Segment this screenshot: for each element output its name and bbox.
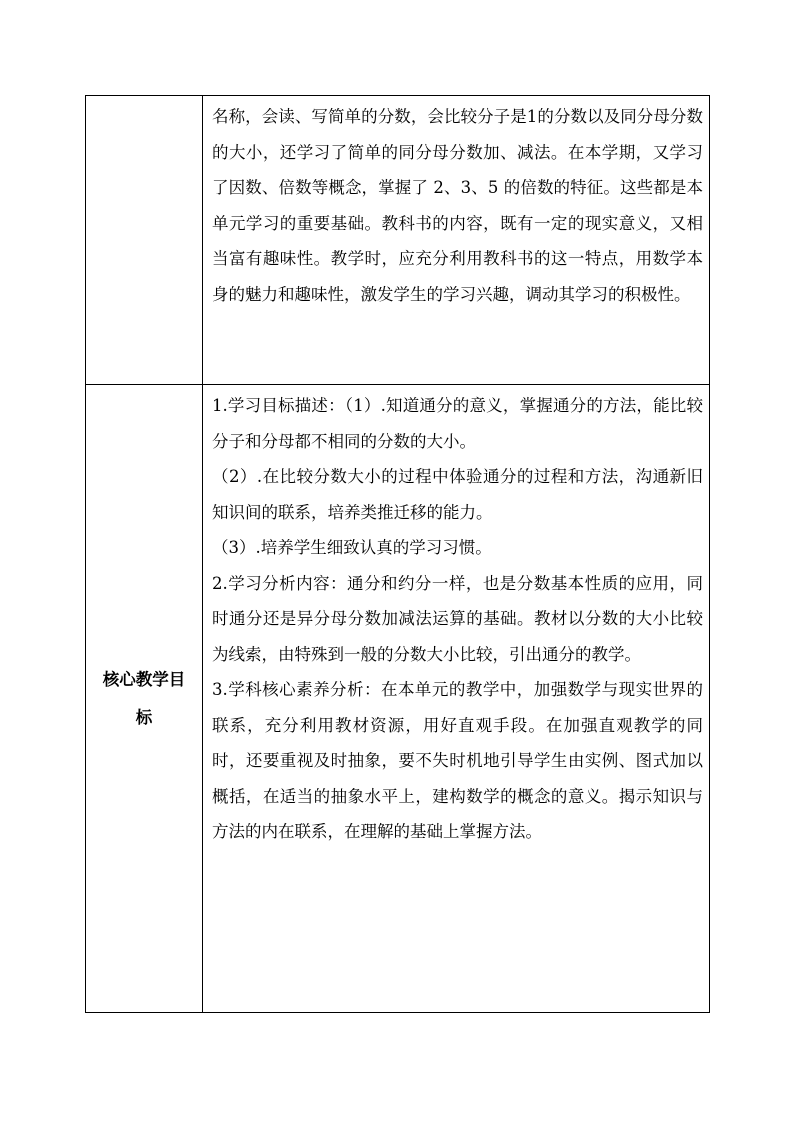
content-paragraph: 名称，会读、写简单的分数，会比较分子是1的分数以及同分母分数的大小，还学习了简单的同分母分数加、减法。在本学期，又学习了因数、倍数等概念，掌握了 2、3、5 的倍数的特征。这些都是本单元学习的重要基础。教科书的内容，既有一定的现实意义，又相当富有趣味性。教学时，应充分利用教科书的这一特点，用数学本身的魅力和趣味性，激发学生的学习兴趣，调动其学习的积极性。 (212, 107, 703, 304)
row-content-cell (203, 385, 710, 1013)
learning-goal-item-3: （3）.培养学生细致认真的学习习惯。 (212, 538, 492, 557)
table-row (86, 385, 710, 1013)
row-content (203, 385, 709, 858)
row-content-cell (203, 96, 710, 385)
row-label-cell (86, 385, 203, 1013)
row-content (203, 96, 709, 320)
lesson-plan-table (85, 95, 710, 1013)
learning-goal-item-2: （2）.在比较分数大小的过程中体验通分的过程和方法，沟通新旧知识间的联系，培养类推迁移的能力。 (212, 467, 703, 522)
row-label-core-teaching-goals: 核心教学目标 (102, 669, 186, 727)
learning-goal-description: 1.学习目标描述：（1）.知道通分的意义，掌握通分的方法，能比较分子和分母都不相同的分数的大小。 (212, 396, 703, 451)
core-literacy-analysis: 3.学科核心素养分析：在本单元的教学中，加强数学与现实世界的联系，充分利用教材资源，用好直观手段。在加强直观教学的同时，还要重视及时抽象，要不失时机地引导学生由实例、图式加以概括，在适当的抽象水平上，建构数学的概念的意义。揭示知识与方法的内在联系，在理解的基础上掌握方法。 (212, 680, 703, 841)
table-row (86, 96, 710, 385)
learning-content-analysis: 2.学习分析内容：通分和约分一样，也是分数基本性质的应用，同时通分还是异分母分数加减法运算的基础。教材以分数的大小比较为线索，由特殊到一般的分数大小比较，引出通分的教学。 (212, 573, 703, 664)
row-label-cell (86, 96, 203, 385)
